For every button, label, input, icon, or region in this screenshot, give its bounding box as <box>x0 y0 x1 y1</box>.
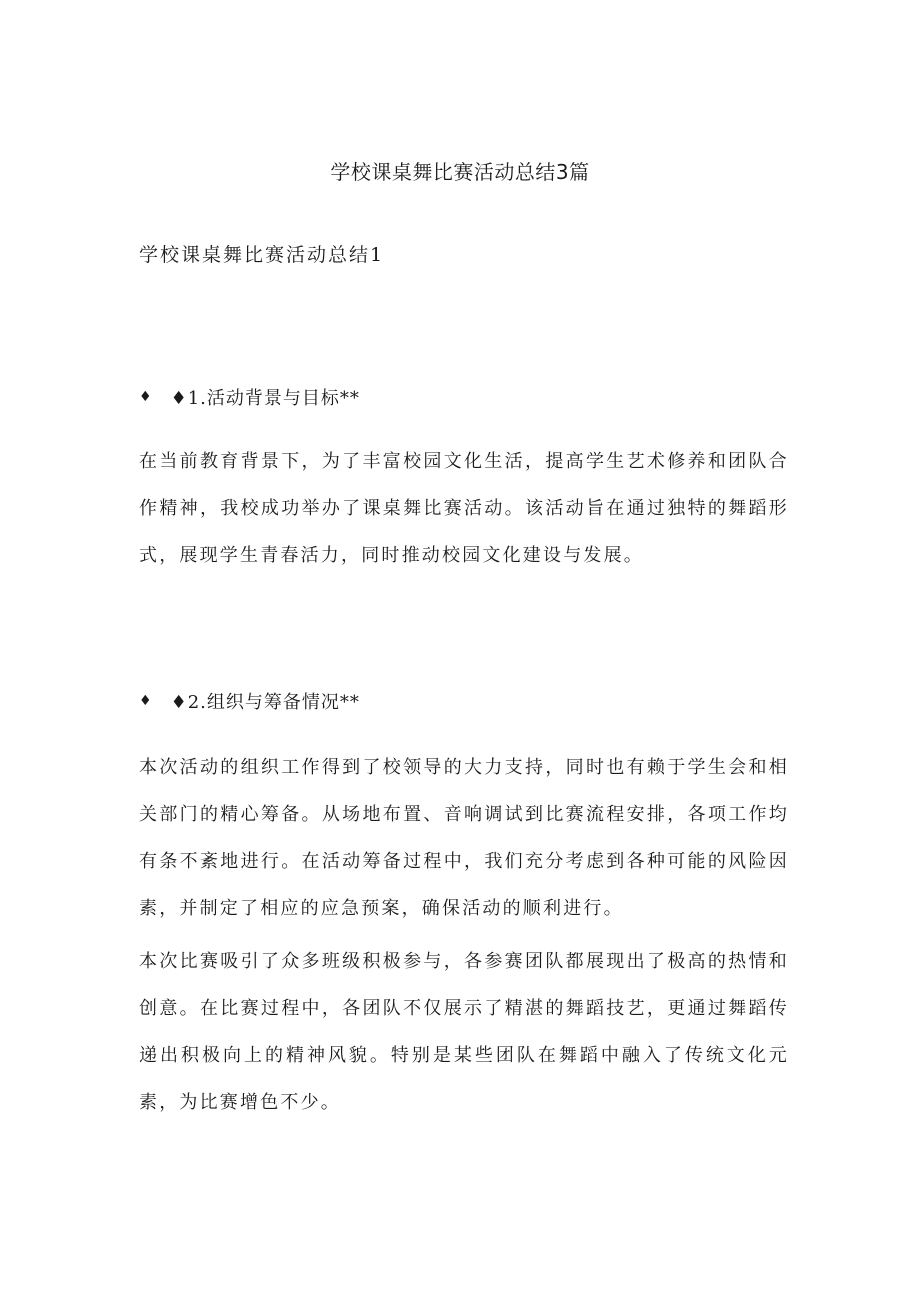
diamond-bullet-icon: ♦ <box>139 389 153 405</box>
paragraph-organization: 本次活动的组织工作得到了校领导的大力支持，同时也有赖于学生会和相关部门的精心筹备。从场地布置、音响调试到比赛流程安排，各项工作均有条不紊地进行。在活动筹备过程中，我们充分考虑到各种可能的风险因素，并制定了相应的应急预案，确保活动的顺利进行。 <box>139 757 789 919</box>
section-heading-organization <box>139 688 360 714</box>
document-title: 学校课桌舞比赛活动总结3篇 <box>330 160 590 184</box>
section-heading-background <box>139 384 360 410</box>
section-heading-text: ♦1.活动背景与目标** <box>170 388 360 409</box>
diamond-bullet-icon: ♦ <box>139 693 153 709</box>
section-heading-text: ♦2.组织与筹备情况** <box>170 692 360 713</box>
paragraph-background: 在当前教育背景下，为了丰富校园文化生活，提高学生艺术修养和团队合作精神，我校成功举办了课桌舞比赛活动。该活动旨在通过独特的舞蹈形式，展现学生青春活力，同时推动校园文化建设与发展。 <box>139 451 789 566</box>
document-subtitle: 学校课桌舞比赛活动总结1 <box>139 244 385 266</box>
paragraph-participation: 本次比赛吸引了众多班级积极参与，各参赛团队都展现出了极高的热情和创意。在比赛过程中，各团队不仅展示了精湛的舞蹈技艺，更通过舞蹈传递出积极向上的精神风貌。特别是某些团队在舞蹈中融入了传统文化元素，为比赛增色不少。 <box>139 951 789 1113</box>
